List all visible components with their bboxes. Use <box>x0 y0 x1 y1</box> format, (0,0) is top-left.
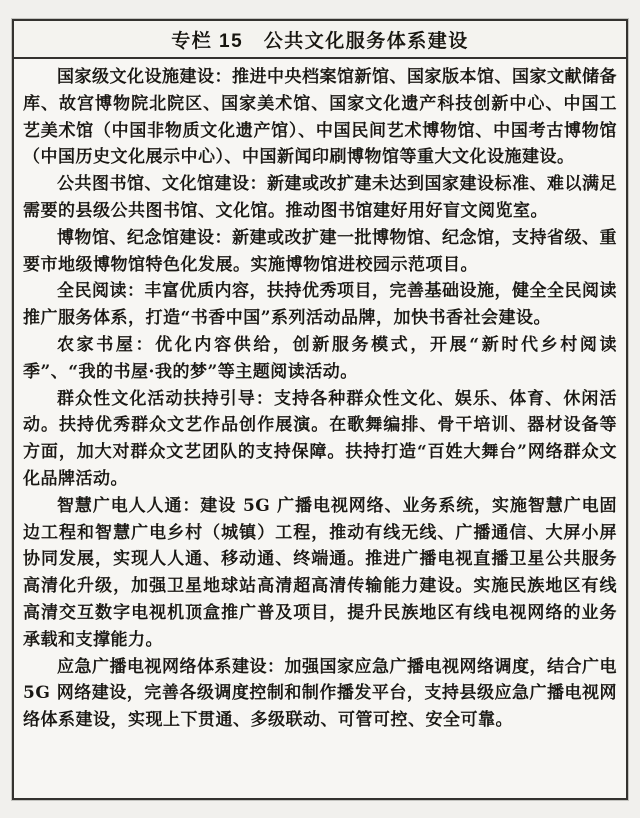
panel-title-row <box>14 21 626 59</box>
paragraph-label: 智慧广电人人通： <box>57 495 201 516</box>
paragraph-national-reading <box>23 278 617 332</box>
paragraph-label: 博物馆、纪念馆建设： <box>57 227 232 248</box>
paragraph-label: 应急广播电视网络体系建设： <box>57 656 285 677</box>
paragraph-label: 国家级文化设施建设： <box>57 67 232 87</box>
panel-body <box>14 59 626 798</box>
paragraph-text: 支持各种群众性文化、娱乐、体育、休闲活动。扶持优秀群众文艺作品创作展演。在歌舞编排、骨干培训、器材设备等方面，加大对群众文艺团队的支持保障。扶持打造“百姓大舞台”网络群众文化品牌活动。 <box>23 388 617 489</box>
paragraph-label: 农家书屋： <box>57 334 156 355</box>
paragraph-label: 全民阅读： <box>57 281 145 302</box>
paragraph-text: 加强国家应急广播电视网络调度，结合广电 5G 网络建设，完善各级调度控制和制作播发平台，支持县级应急广播电视网络体系建设，实现上下贯通、多级联动、可管可控、安全可靠。 <box>23 656 617 731</box>
paragraph-rural-bookhouses <box>23 332 617 386</box>
paragraph-national-facilities <box>23 64 617 171</box>
paragraph-label: 群众性文化活动扶持引导： <box>57 388 274 409</box>
paragraph-text: 优化内容供给，创新服务模式，开展“新时代乡村阅读季”、“我的书屋·我的梦”等主题阅读活动。 <box>23 334 618 382</box>
paragraph-mass-culture <box>23 386 617 493</box>
paragraph-emergency-broadcasting <box>23 654 617 734</box>
column-15-panel <box>12 19 628 800</box>
paragraph-text: 新建或改扩建一批博物馆、纪念馆，支持省级、重要市地级博物馆特色化发展。实施博物馆进校园示范项目。 <box>23 227 617 275</box>
paragraph-text: 丰富优质内容，扶持优秀项目，完善基础设施，健全全民阅读推广服务体系，打造“书香中国”系列活动品牌，加快书香社会建设。 <box>23 281 617 329</box>
panel-title: 专栏 15 公共文化服务体系建设 <box>171 30 469 52</box>
paragraph-libraries <box>23 171 617 225</box>
paragraph-text: 推进中央档案馆新馆、国家版本馆、国家文献储备库、故宫博物院北院区、国家美术馆、国家文化遗产科技创新中心、中国工艺美术馆（中国非物质文化遗产馆）、中国民间艺术博物馆、中国考古博物馆（中国历史文化展示中心）、中国新闻印刷博物馆等重大文化设施建设。 <box>23 67 617 168</box>
paragraph-label: 公共图书馆、文化馆建设： <box>57 174 267 195</box>
paragraph-text: 新建或改扩建未达到国家建设标准、难以满足需要的县级公共图书馆、文化馆。推动图书馆建好用好盲文阅览室。 <box>23 174 617 221</box>
paragraph-smart-broadcasting <box>23 493 617 654</box>
paragraph-text: 建设 5G 广播电视网络、业务系统，实施智慧广电固边工程和智慧广电乡村（城镇）工程，推动有线无线、广播通信、大屏小屏协同发展，实现人人通、移动通、终端通。推进广播电视直播卫星公共服务高清化升级，加强卫星地球站高清超高清传输能力建设。实施民族地区有线高清交互数字电视机顶盒推广普及项目，提升民族地区有线电视网络的业务承载和支撑能力。 <box>23 495 618 650</box>
paragraph-museums <box>23 225 617 279</box>
